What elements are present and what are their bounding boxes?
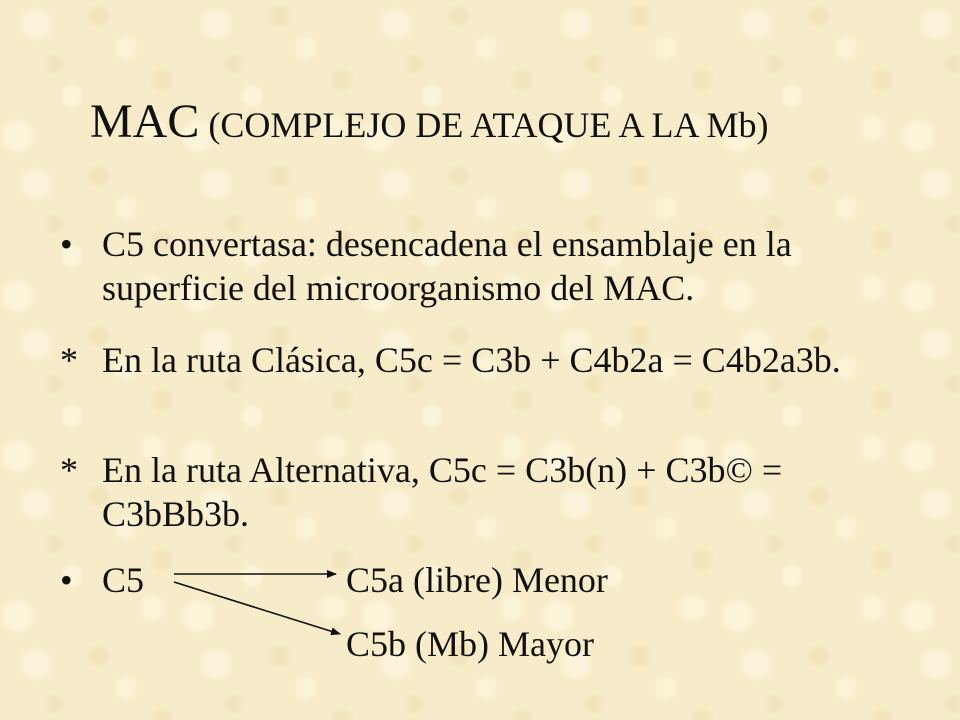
cleavage-source: C5 [102, 560, 145, 600]
asterisk-marker: * [60, 340, 78, 380]
title-subtitle: (COMPLEJO DE ATAQUE A LA Mb) [199, 105, 769, 145]
bullet-text: En la ruta Clásica, C5c = C3b + C4b2a = C4b2a3b. [102, 340, 841, 380]
bullet-item [60, 222, 880, 310]
bullet-item [60, 448, 880, 536]
cleavage-product-a: C5a (libre) Menor [346, 560, 608, 600]
bullet-item [60, 338, 880, 382]
arrow-to-c5b [174, 582, 340, 634]
cleavage-product-b: C5b (Mb) Mayor [346, 624, 594, 664]
bullet-text: C5 convertasa: desencadena el ensamblaje en la superficie del microorganismo del MAC. [102, 224, 792, 308]
slide-title [90, 95, 769, 148]
title-main: MAC [90, 95, 200, 148]
bullet-marker: • [60, 560, 73, 600]
asterisk-marker: * [60, 450, 78, 490]
bullet-text: En la ruta Alternativa, C5c = C3b(n) + C3b© = C3bBb3b. [102, 450, 783, 534]
bullet-marker: • [60, 224, 73, 264]
